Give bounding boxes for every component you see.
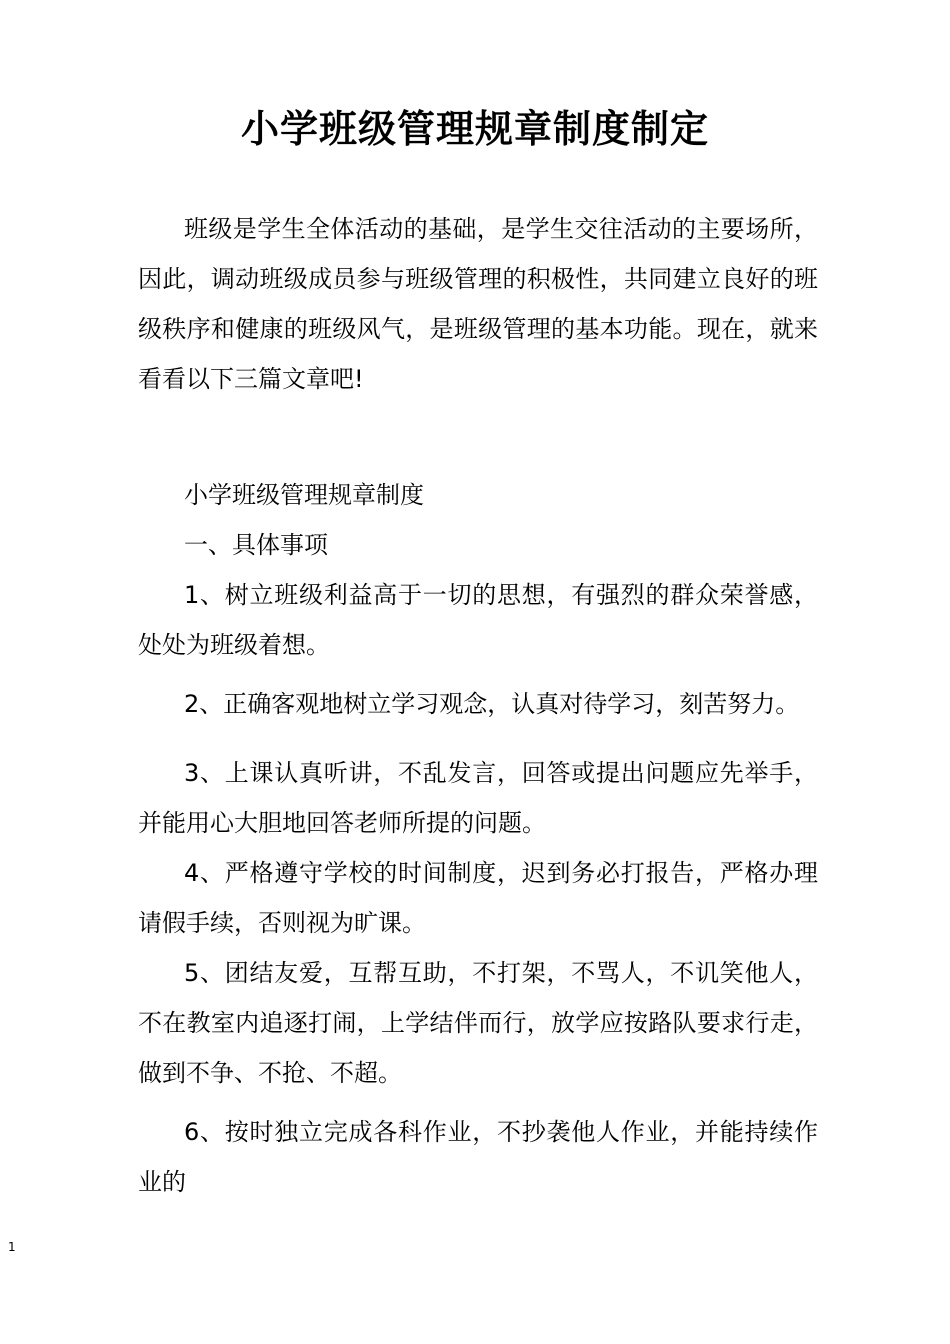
- rule-item-2: 2、正确客观地树立学习观念，认真对待学习，刻苦努力。: [184, 690, 800, 718]
- rule-item-4: 4、严格遵守学校的时间制度，迟到务必打报告，严格办理请假手续，否则视为旷课。: [138, 859, 818, 937]
- subsection-title: 一、具体事项: [184, 531, 328, 559]
- rule-item-5: 5、团结友爱，互帮互助，不打架，不骂人，不讥笑他人，不在教室内追逐打闹，上学结伴而行，放学应按路队要求行走，做到不争、不抢、不超。: [138, 959, 818, 1087]
- page-number: 1: [8, 1240, 16, 1254]
- rule-item-3: 3、上课认真听讲，不乱发言，回答或提出问题应先举手，并能用心大胆地回答老师所提的问题。: [138, 759, 818, 837]
- rule-item-1: 1、树立班级利益高于一切的思想，有强烈的群众荣誉感，处处为班级着想。: [138, 581, 818, 659]
- intro-paragraph: 班级是学生全体活动的基础，是学生交往活动的主要场所，因此，调动班级成员参与班级管理的积极性，共同建立良好的班级秩序和健康的班级风气，是班级管理的基本功能。现在，就来看看以下三篇文章吧!: [138, 215, 818, 393]
- document-title: 小学班级管理规章制度制定: [240, 107, 709, 151]
- section-title: 小学班级管理规章制度: [184, 481, 424, 509]
- rule-item-6: 6、按时独立完成各科作业，不抄袭他人作业，并能持续作业的: [138, 1118, 818, 1196]
